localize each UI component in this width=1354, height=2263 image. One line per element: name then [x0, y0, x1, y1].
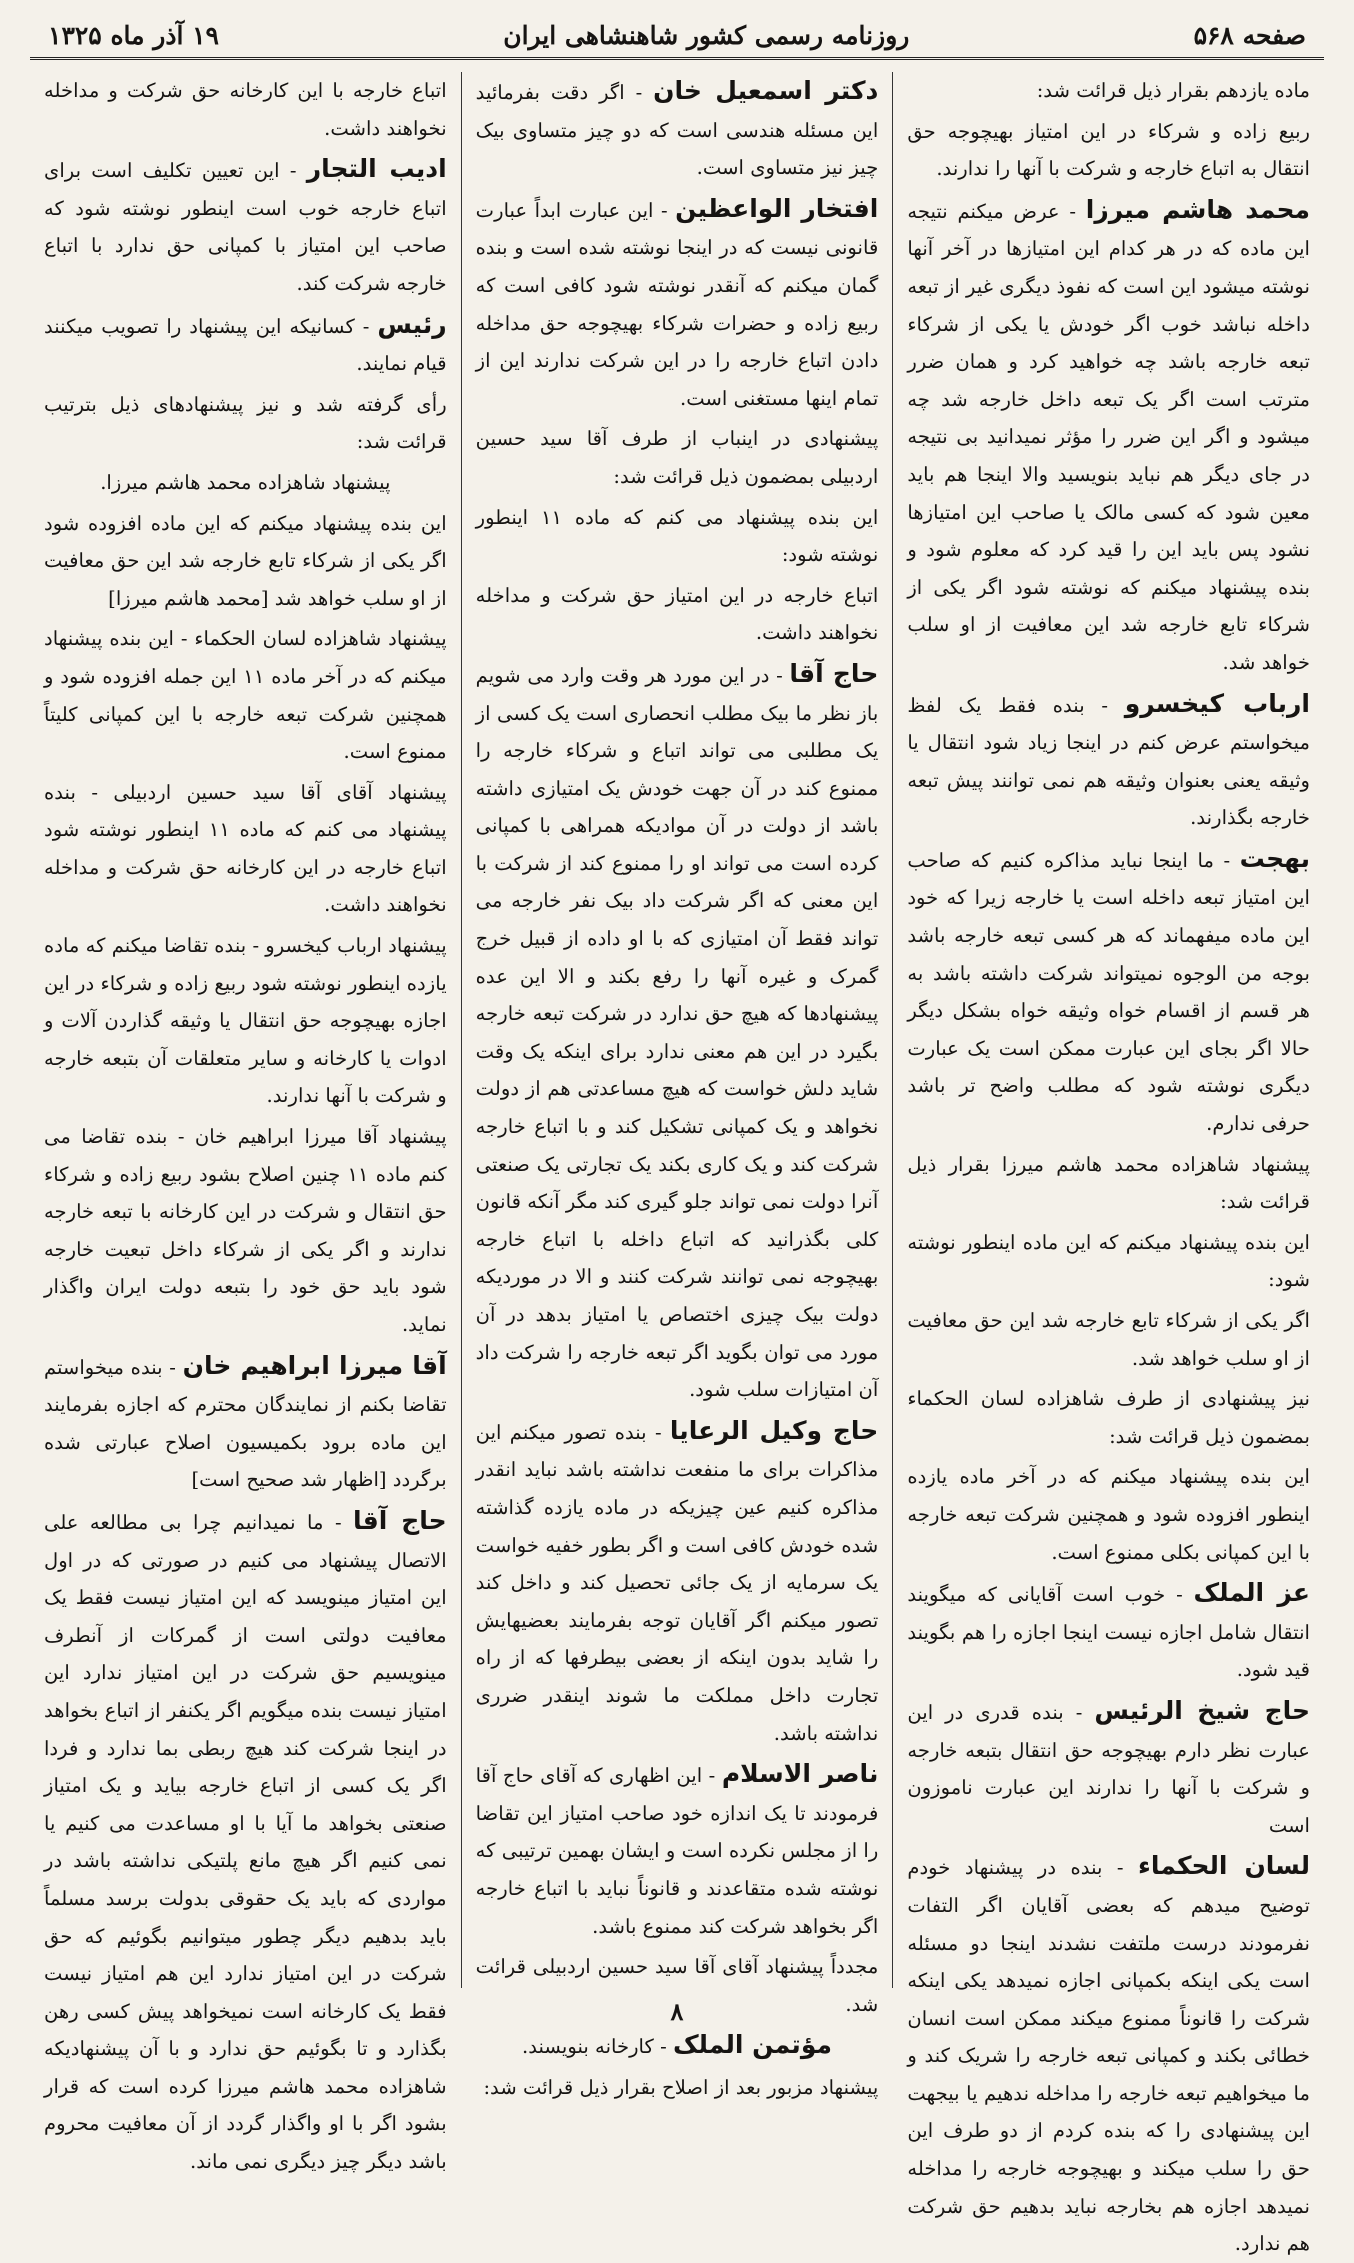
- speaker-name: مؤتمن الملک: [672, 2030, 832, 2060]
- speaker-name: لسان الحکماء: [1138, 1851, 1310, 1881]
- speaker-name: رئیس: [377, 309, 447, 339]
- column-left: [30, 72, 462, 2174]
- speaker-name: بهجت: [1239, 843, 1310, 873]
- paragraph-text: این بنده پیشنهاد میکنم که این ماده افزوده شود اگر یکی از شرکاء تابع خارجه شد این حق معافیت از او سلب خواهد شد [محمد هاشم میرزا]: [43, 511, 447, 610]
- paragraph-text: - خوب است آقایانی که میگویند انتقال شامل اجازه نیست اینجا اجازه را هم بگویند قید شود.: [907, 1583, 1310, 1682]
- paragraph: [476, 72, 879, 187]
- paragraph: [476, 1412, 879, 1752]
- paragraph-text: پیشنهاد آقا میرزا ابراهیم خان - بنده تقاضا می کنم ماده ۱۱ چنین اصلاح بشود ربیع زاده و شرکاء حق انتقال و شرکت در این کارخانه با تبعه خارجه ندارند و اگر یکی از شرکاء داخل تبعیت خارجه شود باید حق خود را بتبعه دولت ایران واگذار نماید.: [43, 1125, 447, 1336]
- speaker-name: آقا میرزا ابراهیم خان: [182, 1350, 447, 1380]
- paragraph: [44, 1347, 447, 1499]
- paragraph: [907, 1302, 1310, 1377]
- column-middle: [462, 72, 894, 2099]
- paragraph: [44, 1118, 447, 1344]
- paragraph-text: - اگر دقت بفرمائید این مسئله هندسی است که دو چیز متساوی بیک چیز نیز متساوی است.: [475, 81, 879, 180]
- paragraph-text: رأی گرفته شد و نیز پیشنهادهای ذیل بترتیب قرائت شد:: [43, 392, 447, 454]
- paragraph-text: - عرض میکنم نتیجه این ماده که در هر کدام این امتیازها در آخر آنها نوشته میشود این است که نفوذ دیگری غیر از تبعه داخله نباشد خوب اگر خودش یا یکی از شرکاء تبعه خارجه باشد چه خواهید کرد و همان ضرر مترتب است اگر یک تبعه داخل خارجه شد چه میشود و اگر این ضرر را مؤثر نمیدانید بی نتیجه در جای دیگر هم نباید بنویسید والا اینجا هم باید معین شود که کسی مالک یا صاحب این امتیازها نشود پس باید این را قید کرد که معلوم شود و بنده پیشنهاد میکنم که نوشته شود اگر یکی از شرکاء تابع خارجه شد این معافیت از او سلب خواهد شد.: [907, 199, 1310, 674]
- paragraph-text: - این اظهاری که آقای حاج آقا فرمودند تا یک اندازه خود صاحب امتیاز این تقاضا را از مجلس نکرده است و ایشان بهمین ترتیبی که نوشته شده متقاعدند و قانوناً نباید با اتباع خارجه اگر بخواهد شرکت کند ممنوع باشد.: [475, 1764, 879, 1938]
- paragraph-text: پیشنهاد مزبور بعد از اصلاح بقرار ذیل قرائت شد:: [483, 2075, 879, 2099]
- paragraph-text: پیشنهاد شاهزاده محمد هاشم میرزا بقرار ذیل قرائت شد:: [907, 1152, 1310, 1214]
- speaker-name: حاج آقا: [789, 658, 879, 688]
- paragraph-text: پیشنهادی در اینباب از طرف آقا سید حسین اردبیلی بمضمون ذیل قرائت شد:: [475, 427, 879, 488]
- page-header: [30, 14, 1324, 60]
- speaker-name: ناصر الاسلام: [721, 1759, 879, 1789]
- text-columns: [30, 72, 1324, 2256]
- paragraph-text: پیشنهاد شاهزاده لسان الحکماء - این بنده پیشنهاد میکنم که در آخر ماده ۱۱ این جمله افزوده شود و همچنین شرکت تبعه خارجه با این کمپانی کلیتاً ممنوع است.: [43, 627, 447, 764]
- paragraph: [44, 620, 447, 770]
- paragraph-text: اتباع خارجه با این کارخانه حق شرکت و مداخله نخواهند داشت.: [43, 79, 447, 140]
- paragraph-text: این بنده پیشنهاد میکنم که در آخر ماده یازده اینطور افزوده شود و همچنین شرکت تبعه خارجه با این کمپانی بکلی ممنوع است.: [907, 1465, 1310, 1564]
- paragraph: [476, 577, 879, 652]
- paragraph-text: - بنده تصور میکنم این مذاکرات برای ما منفعت نداشته باشد نباید انقدر مذاکره کنیم عین چیزیکه در ماده یازده گذاشته شده خودش کافی است و اگر بطور خفیه خواست یک سرمایه از یک جائی تحصیل کند و داخل کند تصور میکنم اگر آقایان توجه بفرمایند بعضیهایش را شاید بدون اینکه از بعضی بیطرفها که از راه تجارت داخل مملکت ما شوند اینقدر ضرری نداشته باشد.: [475, 1420, 879, 1745]
- speaker-name: افتخار الواعظین: [675, 193, 879, 223]
- paragraph-text: - این عبارت ابداً عبارت قانونی نیست که در اینجا نوشته شده است و بنده گمان میکنم که آنقدر نوشته شود کافی است که ربیع زاده و حضرات شرکاء بهیچوجه حق مداخله دادن اتباع خارجه را در این شرکت ندارند این از تمام اینها مستغنی است.: [475, 198, 879, 410]
- paragraph-text: - کارخانه بنویسند.: [521, 2035, 667, 2059]
- paragraph-text: - ما نمیدانیم چرا بی مطالعه علی الاتصال پیشنهاد می کنیم در صورتی که در اول این امتیاز مینویسد که این امتیاز نیست فقط یک معافیت دولتی است از گمرکات از آنطرف مینویسیم حق شرکت در این امتیاز ندارد این امتیاز نیست بنده میگویم اگر یکنفر از اتباع بخواهد در اینجا شرکت کند هیچ ربطی بما ندارد و فردا اگر یک کسی از اتباع خارجه بیاید و یک امتیاز صنعتی بخواهد ما آیا با او مساعدت می کنیم یا نمی کنیم اگر هیچ مانع پلتیکی نداشته باشد در مواردی که باید یک حقوقی بدولت برسد مسلماً باید بدهیم دیگر چطور میتوانیم بگوئیم که حق شرکت در این امتیاز ندارد این هم امتیاز نیست فقط یک کارخانه است نمیخواهد پیش کسی رهن بگذارد و تا بگوئیم حق ندارد و با آن پیشنهادیکه شاهزاده محمد هاشم میرزا کرده است که قرار بشود اگر با او واگذار گردد از آن معافیت محروم باشد دیگر چیز دیگری نمی ماند.: [43, 1510, 447, 2174]
- paragraph: [476, 2026, 879, 2066]
- newspaper-page: [30, 14, 1324, 2256]
- paragraph-text: نیز پیشنهادی از طرف شاهزاده لسان الحکماء بمضمون ذیل قرائت شد:: [907, 1387, 1310, 1448]
- paragraph-text: ربیع زاده و شرکاء در این امتیاز بهیچوجه حق انتقال به اتباع خارجه و شرکت با آنها را ندارند.: [907, 119, 1310, 181]
- paragraph: [907, 685, 1310, 837]
- paragraph-text: - بنده میخواستم تقاضا بکنم از نمایندگان محترم که اجازه بفرمایند این ماده برود بکمیسیون اصلاح عبارتی شده برگردد [اظهار شد صحیح است]: [43, 1355, 447, 1492]
- page-footer-number: ۸: [670, 1997, 684, 2026]
- paragraph: [476, 420, 879, 495]
- speaker-name: حاج وکیل الرعایا: [669, 1415, 879, 1445]
- paragraph: [907, 1146, 1310, 1221]
- speaker-name: حاج شیخ الرئیس: [1094, 1695, 1310, 1725]
- paragraph-text: پیشنهاد آقای آقا سید حسین اردبیلی - بنده پیشنهاد می کنم که ماده ۱۱ اینطور نوشته شود اتباع خارجه در این کارخانه حق شرکت و مداخله نخواهند داشت.: [43, 780, 447, 917]
- paragraph: [907, 72, 1310, 110]
- paragraph: [907, 840, 1310, 1143]
- speaker-name: دکتر اسمعیل خان: [653, 76, 879, 105]
- paragraph: [476, 1755, 879, 1945]
- column-right: [893, 72, 1324, 2256]
- paragraph-text: پیشنهاد شاهزاده محمد هاشم میرزا.: [100, 470, 391, 494]
- paragraph-text: اتباع خارجه در این امتیاز حق شرکت و مداخله نخواهند داشت.: [475, 583, 879, 645]
- paragraph: [907, 1692, 1310, 1844]
- paragraph: [44, 927, 447, 1115]
- speaker-name: عز الملک: [1193, 1578, 1311, 1608]
- speaker-name: ادیب التجار: [306, 154, 447, 184]
- paragraph: [907, 1458, 1310, 1571]
- paragraph-text: این بنده پیشنهاد میکنم که این ماده اینطور نوشته شود:: [907, 1230, 1310, 1292]
- paragraph: [44, 774, 447, 924]
- paragraph-text: - بنده در پیشنهاد خودم توضیح میدهم که بعضی آقایان اگر التفات نفرمودند درست ملتفت نشدند اینجا دو مسئله است یکی اینکه بکمپانی اجازه نمیدهد یکی اینکه شرکت را قانوناً ممنوع میکند ممکن است انسان خطائی بکند و کمپانی تبعه خارجه را شریک کند و ما میخواهیم تبعه خارجه را مداخله ندهیم یا بیجهت این پیشنهادی را که بنده کردم از دو طرف این حق را سلب میکند و بهیچوجه خارجه را مداخله نمیدهد اجازه هم بخارجه نباید بدهیم حق شرکت هم ندارد.: [907, 1856, 1310, 2256]
- paragraph: [907, 1574, 1310, 1689]
- paragraph: [44, 464, 447, 502]
- paragraph: [476, 190, 879, 418]
- paragraph: [476, 655, 879, 1409]
- page-number-label: صفحه ۵۶۸: [1193, 21, 1306, 50]
- paragraph: [907, 1380, 1310, 1455]
- paragraph-text: مجدداً پیشنهاد آقای آقا سید حسین اردبیلی قرائت شد.: [475, 1955, 879, 2016]
- paragraph: [44, 386, 447, 461]
- paragraph-text: - این تعیین تکلیف است برای اتباع خارجه خوب است اینطور نوشته شود که صاحب این امتیاز با کمپانی حق ندارد با اتباع خارجه شرکت کند.: [43, 159, 447, 295]
- paragraph: [476, 499, 879, 574]
- speaker-name: حاج آقا: [353, 1505, 447, 1535]
- paragraph: [907, 191, 1310, 682]
- paragraph-text: - بنده قدری در این عبارت نظر دارم بهیچوجه حق انتقال بتبعه خارجه و شرکت با آنها را ندارند این عبارت ناموزون است: [907, 1700, 1310, 1837]
- paragraph: [476, 2069, 879, 2107]
- paragraph-text: پیشنهاد ارباب کیخسرو - بنده تقاضا میکنم که ماده یازده اینطور نوشته شود ربیع زاده و شرکاء در این اجازه بهیچوجه حق انتقال یا وثیقه گذاردن آلات و ادوات یا کارخانه و سایر متعلقات آن بتبعه خارجه و شرکت با آنها ندارند.: [43, 934, 447, 1108]
- paragraph-text: - ما اینجا نباید مذاکره کنیم که صاحب این امتیاز تبعه داخله است یا خارجه زیرا که خود این ماده میفهماند که هر کسی تبعه خارجه باشد بوجه من الوجوه نمیتواند شرکت داشته باشد به هر قسم از اقسام خواه وثیقه خواه بشکل دیگر حالا اگر بجای این عبارت ممکن است یک عبارت دیگری نوشته شود که مطلب واضح تر باشد حرفی ندارم.: [907, 848, 1310, 1136]
- paragraph: [44, 306, 447, 383]
- paragraph-text: ماده یازدهم بقرار ذیل قرائت شد:: [1036, 79, 1310, 102]
- speaker-name: محمد هاشم میرزا: [1085, 194, 1310, 224]
- paragraph-text: اگر یکی از شرکاء تابع خارجه شد این حق معافیت از او سلب خواهد شد.: [907, 1309, 1310, 1370]
- paragraph-text: این بنده پیشنهاد می کنم که ماده ۱۱ اینطور نوشته شود:: [475, 505, 879, 567]
- paragraph: [907, 1847, 1310, 2263]
- paragraph: [44, 505, 447, 618]
- paragraph-text: - بنده فقط یک لفظ میخواستم عرض کنم در اینجا زیاد شود انتقال یا وثیقه یعنی بعنوان وثیقه هم نمی توانند پیش تبعه خارجه بگذارند.: [907, 693, 1310, 830]
- paragraph: [44, 72, 447, 147]
- paragraph: [44, 1502, 447, 2181]
- newspaper-title: روزنامه رسمی کشور شاهنشاهی ایران: [503, 21, 910, 50]
- paragraph-text: - در این مورد هر وقت وارد می شویم باز نظر ما بیک مطلب انحصاری است یک کسی از یک مطلبی می تواند اتباع و شرکاء خارجه را ممنوع کند در آن جهت خودش یک امتیازی داشته باشد از دولت در آن موادیکه همراهی با کمپانی کرده است می تواند او را ممنوع کند از شرکت با این معنی که اگر شرکت داد بیک نفر خارجه می تواند فقط آن امتیازی که با او داده از قبیل خرج گمرک و غیره آنها را رفع بکند و الا این عده پیشنهادها که هیچ حق ندارد در شرکت تبعه خارجه بگیرد در این هم معنی ندارد برای اینکه یک وقت شاید دلش خواست که هیچ مساعدتی هم از دولت نخواهد و یک کمپانی تشکیل کند و با اتباع خارجه شرکت کند و یک کاری بکند یک تجارتی یک صنعتی آنرا دولت نمی تواند جلو گیری کند مگر آنکه قانون کلی بگذرانید که اتباع داخله با اتباع خارجه بهیچوجه نمی توانند شرکت کنند و الا در موردیکه دولت بیک چیزی اختصاص یا امتیاز بدهد در آن مورد می توان بگوید اگر تبعه خارجه را شرکت داد آن امتیازات سلب شود.: [475, 663, 879, 1402]
- paragraph-text: - کسانیکه این پیشنهاد را تصویب میکنند قیام نمایند.: [43, 314, 447, 376]
- paragraph: [44, 150, 447, 302]
- issue-date: ۱۹ آذر ماه ۱۳۲۵: [48, 21, 219, 50]
- paragraph: [907, 113, 1310, 188]
- speaker-name: ارباب کیخسرو: [1124, 688, 1311, 718]
- paragraph: [907, 1224, 1310, 1299]
